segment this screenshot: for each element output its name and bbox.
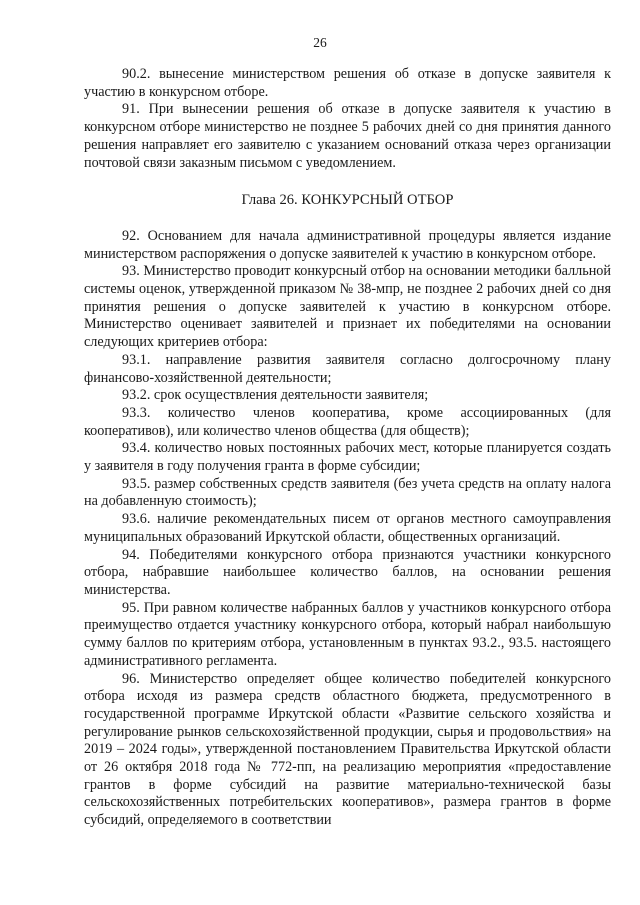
document-body <box>84 66 611 830</box>
paragraph-93: 93. Министерство проводит конкурсный отбор на основании методики балльной системы оценок, утвержденной приказом № 38-мпр, не позднее 2 рабочих дней со дня принятия решения о допуске заявителей к участию в конкурсном отборе. Министерство оценивает заявителей и признает их победителями на основании следующих критериев отбора: <box>84 263 611 351</box>
chapter-title: Глава 26. КОНКУРСНЫЙ ОТБОР <box>241 192 454 209</box>
paragraph-96: 96. Министерство определяет общее количество победителей конкурсного отбора исходя из размера средств областного бюджета, предусмотренного в государственной программе Иркутской области «Развитие сельского хозяйства и регулирование рынков сельскохозяйственной продукции, сырья и продовольствия» на 2019 – 2024 годы», утвержденной постановлением Правительства Иркутской области от 26 октября 2018 года № 772-пп, на реализацию мероприятия «предоставление грантов в форме субсидий на развитие материально-технической базы сельскохозяйственных потребительских кооперативов», размера грантов в форме субсидий, определяемого в соответствии <box>84 670 611 829</box>
paragraph-94: 94. Победителями конкурсного отбора признаются участники конкурсного отбора, набравшие наибольшее количество баллов, на основании решения министерства. <box>84 546 611 598</box>
paragraph-93-2: 93.2. срок осуществления деятельности заявителя; <box>122 387 429 404</box>
paragraph-93-5: 93.5. размер собственных средств заявителя (без учета средств на оплату налога на добавленную стоимость); <box>84 475 611 510</box>
paragraph-93-6: 93.6. наличие рекомендательных писем от органов местного самоуправления муниципальных образований Иркутской области, общественных организаций. <box>84 511 611 545</box>
paragraph-93-3: 93.3. количество членов кооператива, кроме ассоциированных (для кооперативов), или количество членов общества (для обществ); <box>84 404 611 439</box>
paragraph-90-2: 90.2. вынесение министерством решения об отказе в допуске заявителя к участию в конкурсном отборе. <box>84 66 611 100</box>
paragraph-92: 92. Основанием для начала административной процедуры является издание министерством распоряжения о допуске заявителей к участию в конкурсном отборе. <box>84 227 611 262</box>
paragraph-93-1: 93.1. направление развития заявителя согласно долгосрочному плану финансово-хозяйственной деятельности; <box>84 351 611 386</box>
paragraph-95: 95. При равном количестве набранных баллов у участников конкурсного отбора преимущество отдается участнику конкурсного отбора, который набрал наибольшую сумму баллов по критериям отбора, установленным в пунктах 93.2., 93.5. настоящего административного регламента. <box>84 599 611 669</box>
page-number: 26 <box>313 35 327 50</box>
paragraph-93-4: 93.4. количество новых постоянных рабочих мест, которые планируется создать у заявителя в году получения гранта в форме субсидии; <box>84 440 611 475</box>
paragraph-91: 91. При вынесении решения об отказе в допуске заявителя к участию в конкурсном отборе министерство не позднее 5 рабочих дней со дня принятия данного решения направляет его заявителю с указанием оснований отказа через организации почтовой связи заказным письмом с уведомлением. <box>84 101 611 171</box>
